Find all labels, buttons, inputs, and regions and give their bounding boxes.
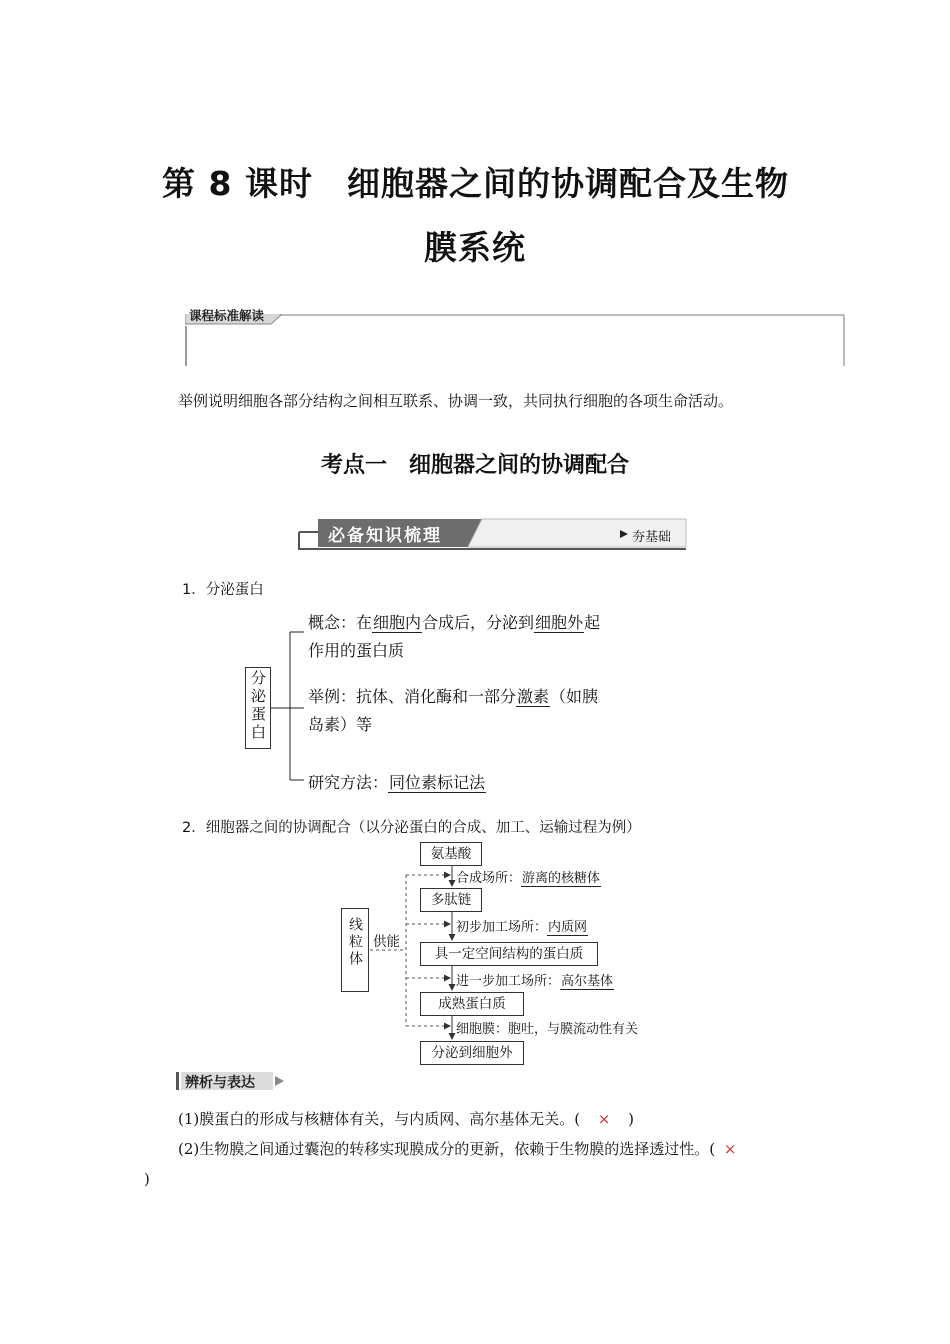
site2-blank: 内质网 <box>548 920 588 935</box>
concept-blank-1: 细胞内 <box>373 613 422 632</box>
standard-tab-label: 课程标准解读 <box>189 308 265 323</box>
example-blank: 激素 <box>517 687 550 706</box>
question-2 <box>178 1138 745 1159</box>
q2-close: ) <box>144 1170 150 1188</box>
concept-mid: 合成后，分泌到 <box>422 613 535 632</box>
question-1 <box>178 1108 634 1129</box>
section2-heading: 2．细胞器之间的协调配合（以分泌蛋白的合成、加工、运输过程为例） <box>182 820 641 836</box>
standard-box <box>185 308 845 366</box>
method-line <box>308 770 486 793</box>
discuss-tab <box>176 1070 296 1092</box>
site3-prefix: 进一步加工场所： <box>456 974 561 989</box>
concept-line1 <box>308 610 600 633</box>
site1-blank: 游离的核糖体 <box>522 871 601 886</box>
root-label-box: 分泌蛋白 <box>245 667 271 749</box>
site2-prefix: 初步加工场所： <box>456 920 548 935</box>
site3-blank: 高尔基体 <box>561 974 614 989</box>
standard-frame-icon <box>185 314 845 366</box>
example-line1 <box>308 684 598 707</box>
site1 <box>456 867 601 886</box>
section1-heading: 1．分泌蛋白 <box>182 582 264 598</box>
step-secreted: 分泌到细胞外 <box>420 1041 524 1065</box>
site3 <box>456 970 614 989</box>
energy-label: 供能 <box>373 934 400 950</box>
concept-line2: 作用的蛋白质 <box>308 641 405 660</box>
method-prefix: 研究方法： <box>308 773 389 792</box>
discuss-label: 辨析与表达 <box>185 1075 255 1091</box>
q1-text: (1)膜蛋白的形成与核糖体有关，与内质网、高尔基体无关。( <box>178 1110 581 1128</box>
site1-prefix: 合成场所： <box>456 871 522 886</box>
pathway-diagram <box>340 838 660 1070</box>
example-prefix: 举例：抗体、消化酶和一部分 <box>308 687 517 706</box>
example-suffix: （如胰 <box>550 687 599 706</box>
knowledge-banner-tag: 夯基础 <box>632 530 672 545</box>
lesson-title-line1: 第 8 课时 细胞器之间的协调配合及生物 <box>162 164 789 203</box>
step-polypeptide: 多肽链 <box>420 888 482 912</box>
site4: 细胞膜：胞吐，与膜流动性有关 <box>456 1022 639 1037</box>
q1-close: ) <box>628 1110 634 1128</box>
step-amino-acid: 氨基酸 <box>420 842 482 866</box>
secretory-protein-tree <box>240 604 660 800</box>
lesson-title-line2: 膜系统 <box>424 228 526 267</box>
step-folded-protein: 具一定空间结构的蛋白质 <box>420 942 598 966</box>
knowledge-banner-label: 必备知识梳理 <box>328 526 442 546</box>
concept-prefix: 概念：在 <box>308 613 373 632</box>
q2-text: (2)生物膜之间通过囊泡的转移实现膜成分的更新，依赖于生物膜的选择透过性。( <box>178 1140 716 1158</box>
example-line2: 岛素）等 <box>308 715 373 734</box>
mitochondria-box: 线粒体 <box>341 908 369 992</box>
concept-blank-2: 细胞外 <box>535 613 584 632</box>
q1-answer: × <box>597 1110 611 1128</box>
q2-answer: × <box>723 1140 737 1158</box>
standard-text: 举例说明细胞各部分结构之间相互联系、协调一致，共同执行细胞的各项生命活动。 <box>178 392 734 410</box>
concept-suffix: 起 <box>584 613 601 632</box>
site2 <box>456 916 588 935</box>
method-blank: 同位素标记法 <box>389 773 486 792</box>
step-mature-protein: 成熟蛋白质 <box>420 992 524 1016</box>
exam-point-title: 考点一 细胞器之间的协调配合 <box>320 453 629 478</box>
knowledge-banner <box>298 518 688 552</box>
